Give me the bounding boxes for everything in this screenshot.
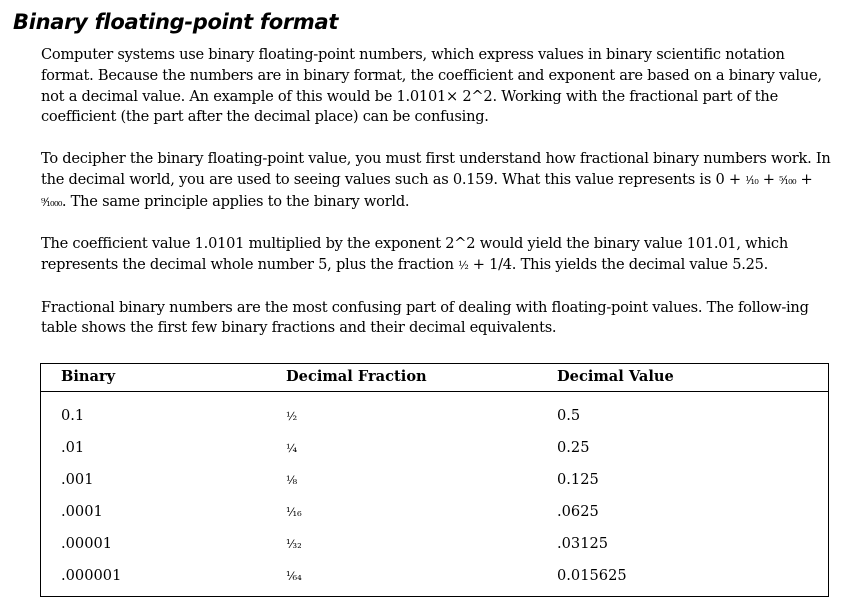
table-row: [41, 566, 828, 598]
cell-decimal-fraction: ¹⁄₃₂: [286, 537, 302, 551]
column-header-decimal-fraction: Decimal Fraction: [286, 368, 427, 385]
column-header-binary: Binary: [61, 368, 116, 385]
fraction-one-half: ½: [458, 258, 469, 272]
text-span: . The same principle applies to the binary world.: [61, 192, 410, 210]
table-header-row: [41, 364, 828, 392]
cell-decimal-fraction: ¹⁄₁₆: [286, 505, 302, 519]
cell-decimal-value: 0.25: [557, 439, 590, 456]
paragraph-decimal-analogy: [41, 149, 831, 213]
table-row: [41, 502, 828, 534]
fraction-one-tenth: ¹⁄₁₀: [745, 173, 759, 187]
paragraph-intro: Computer systems use binary floating-point numbers, which express values in binary scientific notation format. Because the numbers are in binary format, the coefficient and exponent are based on a binary value, not a decimal value. An example of this would be 1.0101× 2^2. Working with the fractional part of the coefficient (the part after the decimal place) can be confusing.: [41, 46, 822, 126]
cell-binary: .000001: [61, 567, 122, 584]
table-row: [41, 438, 828, 470]
body-text: [41, 45, 831, 360]
cell-decimal-fraction: ⅛: [286, 473, 298, 487]
cell-binary: .0001: [61, 503, 103, 520]
paragraph-table-intro: Fractional binary numbers are the most confusing part of dealing with floating-point values. The follow-ing table shows the first few binary fractions and their decimal equivalents.: [41, 298, 809, 337]
cell-decimal-fraction: ¼: [286, 441, 298, 455]
text-span: +: [758, 170, 780, 188]
column-header-decimal-value: Decimal Value: [557, 368, 674, 385]
cell-binary: .001: [61, 471, 94, 488]
cell-decimal-value: 0.125: [557, 471, 599, 488]
fraction-nine-thousandths: ⁹⁄₁₀₀₀: [41, 195, 62, 209]
text-span: +: [796, 170, 813, 188]
text-span: The coefficient value 1.0101 multiplied by the exponent 2^2 would yield the binary value 101.01, which represents the decimal whole number 5, plus the fraction: [41, 235, 788, 273]
table-row: [41, 470, 828, 502]
cell-decimal-fraction: ½: [286, 409, 298, 423]
table-row: [41, 406, 828, 438]
cell-decimal-fraction: ¹⁄₆₄: [286, 569, 302, 583]
cell-decimal-value: 0.015625: [557, 567, 627, 584]
fraction-five-hundredths: ⁵⁄₁₀₀: [779, 173, 797, 187]
text-span: + 1/4. This yields the decimal value 5.25.: [468, 255, 769, 273]
paragraph-coefficient-example: [41, 234, 831, 277]
binary-fraction-table: [40, 363, 829, 597]
section-heading: Binary floating-point format: [13, 10, 339, 34]
cell-binary: 0.1: [61, 407, 85, 424]
cell-decimal-value: .03125: [557, 535, 609, 552]
cell-decimal-value: 0.5: [557, 407, 581, 424]
cell-binary: .01: [61, 439, 85, 456]
cell-decimal-value: .0625: [557, 503, 599, 520]
cell-binary: .00001: [61, 535, 113, 552]
text-span: To decipher the binary floating-point value, you must first understand how fractional binary numbers work. In the decimal world, you are used to seeing values such as 0.159. What this value represents is 0 +: [41, 149, 831, 188]
table-row: [41, 534, 828, 566]
